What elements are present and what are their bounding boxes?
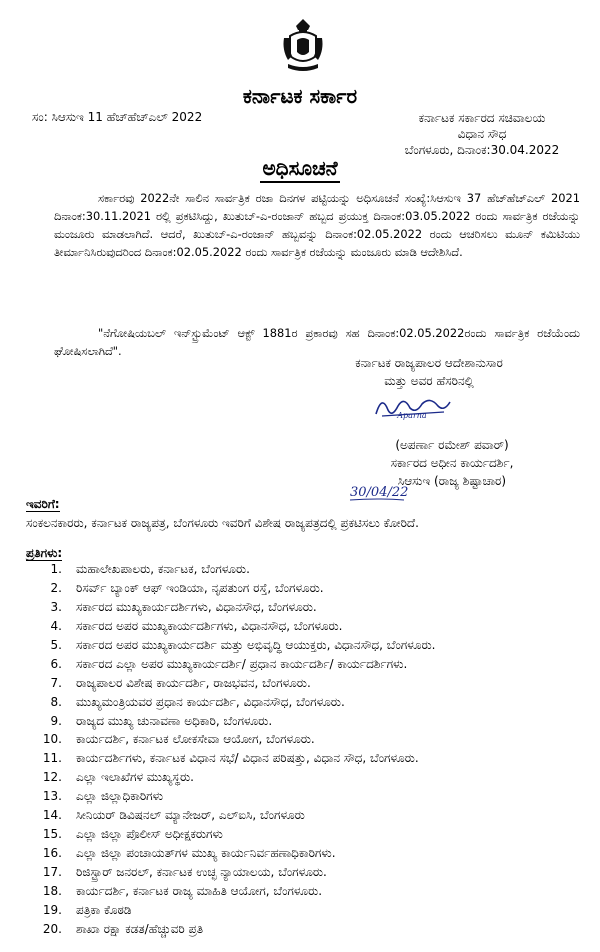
item-number: 14. [42, 808, 62, 823]
copies-list [38, 560, 588, 939]
item-text: ಎಲ್ಲಾ ಜಿಲ್ಲಾ ಪಂಚಾಯತ್‌ಗಳ ಮುಖ್ಯ ಕಾರ್ಯನಿರ್ವಹಣಾಧಿಕಾರಿಗಳು. [76, 846, 336, 861]
item-text: ರಾಜ್ಯಪಾಲರ ವಿಶೇಷ ಕಾರ್ಯದರ್ಶಿ, ರಾಜಭವನ, ಬೆಂಗಳೂರು. [76, 675, 311, 690]
item-number: 6. [50, 656, 62, 671]
item-number: 3. [50, 599, 62, 614]
list-item [38, 579, 588, 598]
copies-heading-text: ಪ್ರತಿಗಳು: [26, 546, 63, 560]
list-item [38, 693, 588, 712]
item-text: ಸರ್ಕಾರದ ಎಲ್ಲಾ ಅಪರ ಮುಖ್ಯಕಾರ್ಯದರ್ಶಿ/ ಪ್ರಧಾನ ಕಾರ್ಯದರ್ಶಿ/ ಕಾರ್ಯದರ್ಶಿಗಳು. [76, 656, 408, 671]
item-text: ಸರ್ಕಾರದ ಮುಖ್ಯಕಾರ್ಯದರ್ಶಿಗಳು, ವಿಧಾನಸೌಧ, ಬೆಂಗಳೂರು. [76, 599, 317, 614]
handwritten-signature [372, 392, 452, 420]
item-number: 8. [50, 694, 62, 709]
list-item [38, 674, 588, 693]
list-item [38, 863, 588, 882]
list-item [38, 768, 588, 787]
item-number: 2. [50, 580, 62, 595]
address-line: ವಿಧಾನ ಸೌಧ [457, 127, 507, 141]
list-item [38, 730, 588, 749]
list-item [38, 901, 588, 920]
recipients-heading-text: ಇವರಿಗೆ: [26, 497, 60, 511]
list-item [38, 882, 588, 901]
list-item [38, 636, 588, 655]
item-number: 4. [50, 618, 62, 633]
authority-line-1: ಕರ್ನಾಟಕ ರಾಜ್ಯಪಾಲರ ಆದೇಶಾನುಸಾರ [355, 356, 503, 370]
item-text: ಎಲ್ಲಾ ಇಲಾಖೆಗಳ ಮುಖ್ಯಸ್ಥರು. [76, 770, 194, 785]
officer-name: (ಅಪರ್ಣಾ ರಮೇಶ್ ಪವಾರ್) [395, 438, 509, 452]
item-number: 11. [42, 751, 62, 766]
item-number: 18. [42, 883, 62, 898]
list-item [38, 598, 588, 617]
item-number: 1. [50, 562, 62, 576]
officer-department: ಸಿಆಸುಇ (ರಾಜ್ಯ ಶಿಷ್ಟಾಚಾರ) [397, 474, 507, 488]
notification-paragraph-1: ಸರ್ಕಾರವು 2022ನೇ ಸಾಲಿನ ಸಾರ್ವತ್ರಿಕ ರಜಾ ದಿನಗಳ ಪಟ್ಟಿಯನ್ನು ಅಧಿಸೂಚನೆ ಸಂಖ್ಯೆ:ಸಿಆಸುಇ 37 ಹೆಚ್‌ಹೆಚ್‌ಎಲ್ 2021 ದಿನಾಂಕ:30.11.2021 ರಲ್ಲಿ ಪ್ರಕಟಿಸಿದ್ದು, ಖುತುಬ್-ಎ-ರಂಜಾನ್ ಹಬ್ಬದ ಪ್ರಯುಕ್ತ ದಿನಾಂಕ:03.05.2022 ರಂದು ಸಾರ್ವತ್ರಿಕ ರಜೆಯನ್ನು ಮಂಜೂರು ಮಾಡಲಾಗಿದೆ. ಆದರೆ, ಖುತುಬ್-ಎ-ರಂಜಾನ್ ಹಬ್ಬವನ್ನು ದಿನಾಂಕ:02.05.2022 ರಂದು ಆಚರಿಸಲು ಮೂನ್ ಕಮಿಟಿಯು ತೀರ್ಮಾನಿಸಿರುವುದರಿಂದ ದಿನಾಂಕ:02.05.2022 ರಂದು ಸಾರ್ವತ್ರಿಕ ರಜೆಯನ್ನು ಮಂಜೂರು ಮಾಡಿ ಆದೇಶಿಸಿದೆ. [54, 191, 580, 259]
item-text: ರಿಸರ್ವ್ ಬ್ಯಾಂಕ್ ಆಫ್ ಇಂಡಿಯಾ, ನೃಪತುಂಗ ರಸ್ತೆ, ಬೆಂಗಳೂರು. [76, 580, 324, 595]
list-item [38, 712, 588, 731]
list-item [38, 920, 588, 939]
item-text: ಕಾರ್ಯದರ್ಶಿ, ಕರ್ನಾಟಕ ರಾಜ್ಯ ಮಾಹಿತಿ ಆಯೋಗ, ಬೆಂಗಳೂರು. [76, 883, 323, 898]
recipients-text: ಸಂಕಲನಕಾರರು, ಕರ್ನಾಟಕ ರಾಜ್ಯಪತ್ರ, ಬೆಂಗಳೂರು ಇವರಿಗೆ ವಿಶೇಷ ರಾಜ್ಯಪತ್ರದಲ್ಲಿ ಪ್ರಕಟಿಸಲು ಕೋರಿದೆ. [26, 516, 419, 530]
item-text: ರಾಜ್ಯದ ಮುಖ್ಯ ಚುನಾವಣಾ ಅಧಿಕಾರಿ, ಬೆಂಗಳೂರು. [76, 713, 273, 728]
item-number: 13. [42, 789, 62, 804]
item-number: 7. [50, 675, 62, 690]
item-text: ಮುಖ್ಯಮಂತ್ರಿಯವರ ಪ್ರಧಾನ ಕಾರ್ಯದರ್ಶಿ, ವಿಧಾನಸೌಧ, ಬೆಂಗಳೂರು. [76, 694, 345, 709]
copies-heading [26, 546, 62, 561]
list-item [38, 825, 588, 844]
item-number: 9. [50, 713, 62, 728]
list-item [38, 655, 588, 674]
item-number: 15. [42, 827, 62, 842]
list-item [38, 749, 588, 768]
item-text: ರಿಜಿಸ್ಟ್ರಾರ್ ಜನರಲ್, ಕರ್ನಾಟಕ ಉಚ್ಛ ನ್ಯಾಯಾಲಯ, ಬೆಂಗಳೂರು. [76, 865, 327, 879]
item-text: ಸರ್ಕಾರದ ಅಪರ ಮುಖ್ಯಕಾರ್ಯದರ್ಶಿ ಮತ್ತು ಅಭಿವೃದ್ಧಿ ಆಯುಕ್ತರು, ವಿಧಾನಸೌಧ, ಬೆಂಗಳೂರು. [76, 637, 436, 652]
list-item [38, 806, 588, 825]
item-text: ಸೀನಿಯರ್ ಡಿವಿಷನಲ್ ಮ್ಯಾನೇಜರ್, ಎಲ್‌ಐಸಿ, ಬೆಂಗಳೂರು [76, 808, 305, 823]
item-number: 19. [42, 902, 62, 917]
item-text: ಶಾಖಾ ರಕ್ಷಾ ಕಡತ/ಹೆಚ್ಚುವರಿ ಪ್ರತಿ [76, 921, 204, 936]
signature-text: Aparna [397, 411, 427, 420]
address-date: ಬೆಂಗಳೂರು, ದಿನಾಂಕ:30.04.2022 [404, 143, 560, 157]
item-number: 16. [42, 846, 62, 861]
item-number: 17. [42, 865, 62, 879]
item-text: ಸರ್ಕಾರದ ಅಪರ ಮುಖ್ಯಕಾರ್ಯದರ್ಶಿಗಳು, ವಿಧಾನಸೌಧ, ಬೆಂಗಳೂರು. [76, 618, 343, 633]
item-text: ಎಲ್ಲಾ ಜಿಲ್ಲಾ ಪೊಲೀಸ್ ಅಧೀಕ್ಷಕರುಗಳು [76, 827, 223, 842]
item-number: 12. [42, 770, 62, 785]
item-text: ಪತ್ರಿಕಾ ಕೊಠಡಿ [76, 902, 132, 917]
handwritten-date [348, 478, 408, 504]
officer-designation: ಸರ್ಕಾರದ ಅಧೀನ ಕಾರ್ಯದರ್ಶಿ, [390, 456, 514, 470]
item-text: ಕಾರ್ಯದರ್ಶಿ, ಕರ್ನಾಟಕ ಲೋಕಸೇವಾ ಆಯೋಗ, ಬೆಂಗಳೂರು. [76, 732, 315, 747]
item-number: 5. [50, 637, 62, 652]
address-line: ಕರ್ನಾಟಕ ಸರ್ಕಾರದ ಸಚಿವಾಲಯ [418, 111, 546, 125]
state-emblem-icon [282, 16, 324, 74]
notification-title-text: ಅಧಿಸೂಚನೆ [260, 156, 339, 183]
notification-title [0, 156, 600, 180]
item-text: ಮಹಾಲೇಖಪಾಲರು, ಕರ್ನಾಟಕ, ಬೆಂಗಳೂರು. [76, 562, 250, 576]
handwritten-date-text: 30/04/22 [350, 485, 408, 500]
notification-paragraph-2: "ನೆಗೋಷಿಯಬಲ್ ಇನ್‌ಸ್ಟ್ರುಮೆಂಟ್ ಆಕ್ಟ್ 1881ರ ಪ್ರಕಾರವು ಸಹ ದಿನಾಂಕ:02.05.2022ರಂದು ಸಾರ್ವತ್ರಿಕ ರಜೆಯೆಂದು ಘೋಷಿಸಲಾಗಿದೆ". [54, 326, 580, 358]
item-text: ಕಾರ್ಯದರ್ಶಿಗಳು, ಕರ್ನಾಟಕ ವಿಧಾನ ಸಭೆ/ ವಿಧಾನ ಪರಿಷತ್ತು, ವಿಧಾನ ಸೌಧ, ಬೆಂಗಳೂರು. [76, 751, 419, 766]
list-item [38, 787, 588, 806]
government-title: ಕರ್ನಾಟಕ ಸರ್ಕಾರ [242, 84, 358, 108]
list-item [38, 560, 588, 579]
office-address [384, 110, 580, 158]
reference-number: ಸಂ: ಸಿಆಸುಇ 11 ಹೆಚ್‌ಹೆಚ್‌ಎಲ್ 2022 [32, 110, 203, 124]
item-number: 10. [42, 732, 62, 747]
recipients-heading [26, 497, 60, 512]
authority-line-2: ಮತ್ತು ಅವರ ಹೆಸರಿನಲ್ಲಿ [384, 374, 474, 388]
authority-line [316, 354, 542, 390]
item-text: ಎಲ್ಲಾ ಜಿಲ್ಲಾಧಿಕಾರಿಗಳು [76, 789, 164, 804]
list-item [38, 844, 588, 863]
item-number: 20. [42, 921, 62, 936]
list-item [38, 617, 588, 636]
